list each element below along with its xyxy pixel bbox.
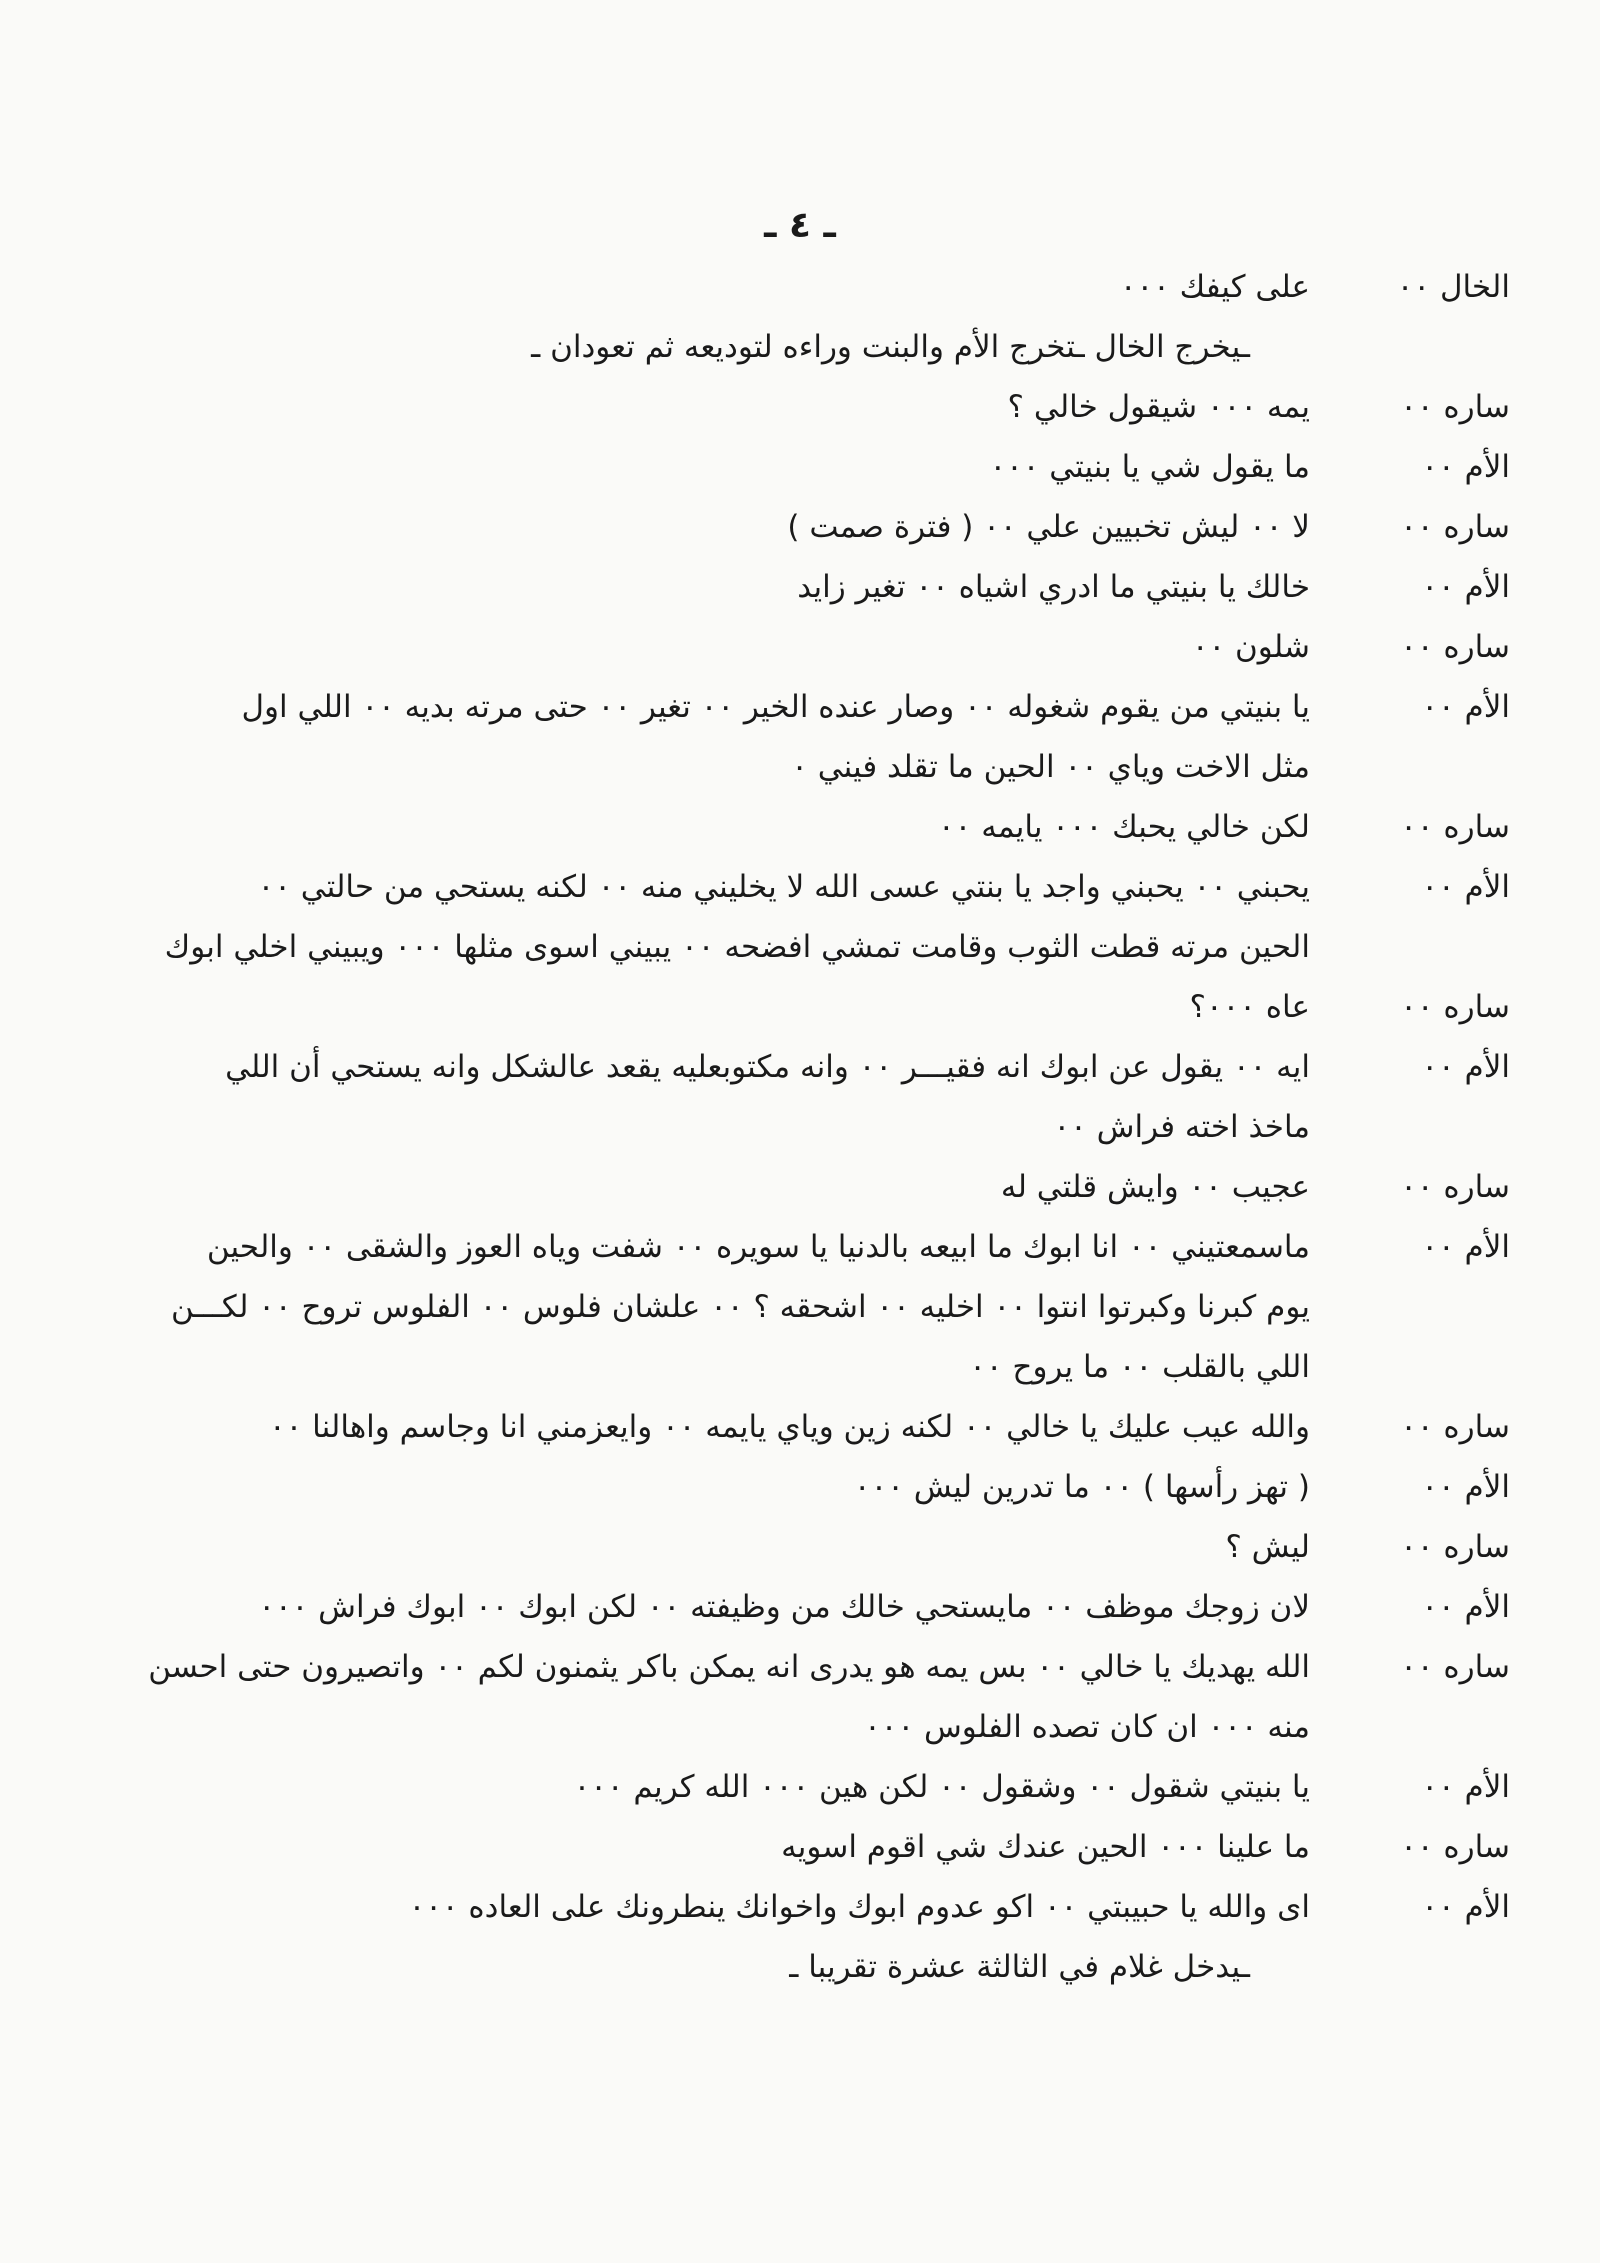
speaker-name: ساره ٠٠ (1400, 509, 1510, 545)
dialogue-text-line: عجيب ٠٠ وايش قلتي له (1000, 1169, 1310, 1205)
dialogue-text-line: عاه ٠٠٠؟ (1189, 989, 1310, 1025)
dialogue-text-line: يحبني ٠٠ يحبني واجد يا بنتي عسى الله لا يخليني منه ٠٠ لكنه يستحي من حالتي ٠٠ (257, 869, 1310, 905)
dialogue-line (70, 1042, 1510, 1152)
dialogue-text-line: ما يقول شي يا بنيتي ٠٠٠ (989, 449, 1310, 485)
dialogue-text (70, 442, 1310, 492)
speaker-name: ساره ٠٠ (1400, 1529, 1510, 1565)
dialogue-line (70, 1642, 1510, 1752)
dialogue-text (70, 262, 1310, 312)
speaker-name: ساره ٠٠ (1400, 1169, 1510, 1205)
dialogue-line (70, 682, 1510, 792)
speaker-name: الخال ٠٠ (1396, 269, 1510, 305)
dialogue-text-line: لان زوجك موظف ٠٠ مايستحي خالك من وظيفته ٠٠ لكن ابوك ٠٠ ابوك فراش ٠٠٠ (258, 1589, 1310, 1625)
speaker-name: الأم ٠٠ (1421, 1469, 1510, 1505)
dialogue-text-line: يا بنيتي من يقوم شغوله ٠٠ وصار عنده الخير ٠٠ تغير ٠٠ حتى مرته بديه ٠٠ اللي اول (241, 689, 1310, 725)
dialogue-line (70, 622, 1510, 672)
dialogue-line (70, 862, 1510, 972)
dialogue-line (70, 442, 1510, 492)
dialogue-line (70, 1462, 1510, 1512)
dialogue-text-line: ماسمعتيني ٠٠ انا ابوك ما ابيعه بالدنيا يا سويره ٠٠ شفت وياه العوز والشقى ٠٠ والحين (206, 1229, 1310, 1265)
dialogue-line (70, 1402, 1510, 1452)
speaker-name: ساره ٠٠ (1400, 629, 1510, 665)
speaker-name: الأم ٠٠ (1421, 449, 1510, 485)
dialogue-text-line: ( تهز رأسها ) ٠٠ ما تدرين ليش ٠٠٠ (853, 1469, 1310, 1505)
speaker-name: الأم ٠٠ (1421, 869, 1510, 905)
dialogue-text-line: والله عيب عليك يا خالي ٠٠ لكنه زين وياي يايمه ٠٠ وايعزمني انا وجاسم واهالنا ٠٠ (268, 1409, 1310, 1445)
dialogue-text-line: شلون ٠٠ (1191, 629, 1310, 665)
dialogue-text-line: على كيفك ٠٠٠ (1119, 269, 1310, 305)
dialogue-line (70, 262, 1510, 312)
dialogue-text (70, 1882, 1310, 1932)
dialogue-text-line: الله يهديك يا خالي ٠٠ بس يمه هو يدرى انه يمكن باكر يثمنون لكم ٠٠ واتصيرون حتى احسن (148, 1649, 1310, 1685)
speaker-name: ساره ٠٠ (1400, 1829, 1510, 1865)
dialogue-text (70, 1642, 1310, 1752)
dialogue-line (70, 1762, 1510, 1812)
dialogue-text-line: اللي بالقلب ٠٠ ما يروح ٠٠ (969, 1349, 1310, 1385)
dialogue-text (70, 1222, 1310, 1392)
dialogue-text (70, 1462, 1310, 1512)
speaker-name: ساره ٠٠ (1400, 809, 1510, 845)
speaker-name: ساره ٠٠ (1400, 389, 1510, 425)
dialogue-text (70, 1042, 1310, 1152)
dialogue-text-line: مثل الاخت وياي ٠٠ الحين ما تقلد فيني ٠ (791, 749, 1310, 785)
dialogue-text-line: يا بنيتي شقول ٠٠ وشقول ٠٠ لكن هين ٠٠٠ الله كريم ٠٠٠ (573, 1769, 1310, 1805)
dialogue-text-line: ماخذ اخته فراش ٠٠ (1053, 1109, 1310, 1145)
dialogue-line (70, 1882, 1510, 1932)
dialogue-text-line: ايه ٠٠ يقول عن ابوك انه فقيـــر ٠٠ وانه مكتوبعليه يقعد عالشكل وانه يستحي أن اللي (225, 1049, 1310, 1085)
dialogue-line (70, 1222, 1510, 1392)
speaker-name: الأم ٠٠ (1421, 1769, 1510, 1805)
dialogue-text (70, 622, 1310, 672)
dialogue-line (70, 1582, 1510, 1632)
dialogue-text (70, 502, 1310, 552)
dialogue-text (70, 1582, 1310, 1632)
speaker-name: الأم ٠٠ (1421, 569, 1510, 605)
stage-direction: ـيخرج الخال ـتخرج الأم والبنت وراءه لتوديعه ثم تعودان ـ (531, 329, 1250, 365)
dialogue-text-line: منه ٠٠٠ ان كان تصده الفلوس ٠٠٠ (864, 1709, 1310, 1745)
dialogue-text-line: لا ٠٠ ليش تخبيين علي ٠٠ ( فترة صمت ) (787, 509, 1310, 545)
dialogue-text-line: ما علينا ٠٠٠ الحين عندك شي اقوم اسويه (781, 1829, 1310, 1865)
dialogue-line (70, 802, 1510, 852)
dialogue-text (70, 1402, 1310, 1452)
speaker-name: الأم ٠٠ (1421, 1589, 1510, 1625)
dialogue-line (70, 1162, 1510, 1212)
dialogue-line (70, 382, 1510, 432)
dialogue-text (70, 562, 1310, 612)
script-body (70, 262, 1510, 2002)
dialogue-line (70, 502, 1510, 552)
dialogue-text-line: الحين مرته قطت الثوب وقامت تمشي افضحه ٠٠ يبيني اسوى مثلها ٠٠٠ ويبيني اخلي ابوك (164, 929, 1310, 965)
speaker-name: ساره ٠٠ (1400, 1649, 1510, 1685)
dialogue-line (70, 562, 1510, 612)
dialogue-text (70, 802, 1310, 852)
dialogue-text (70, 1522, 1310, 1572)
dialogue-text-line: ليش ؟ (1225, 1529, 1310, 1565)
speaker-name: الأم ٠٠ (1421, 1049, 1510, 1085)
stage-direction: ـيدخل غلام في الثالثة عشرة تقريبا ـ (789, 1949, 1250, 1985)
dialogue-line (70, 1822, 1510, 1872)
speaker-name: ساره ٠٠ (1400, 989, 1510, 1025)
dialogue-text (70, 982, 1310, 1032)
dialogue-text (70, 682, 1310, 792)
dialogue-text (70, 862, 1310, 972)
dialogue-text-line: اى والله يا حبيبتي ٠٠ اكو عدوم ابوك واخوانك ينطرونك على العاده ٠٠٠ (408, 1889, 1310, 1925)
dialogue-text-line: يمه ٠٠٠ شيقول خالي ؟ (1007, 389, 1310, 425)
speaker-name: الأم ٠٠ (1421, 689, 1510, 725)
dialogue-text-line: خالك يا بنيتي ما ادري اشياه ٠٠ تغير زايد (797, 569, 1310, 605)
dialogue-text-line: لكن خالي يحبك ٠٠٠ يايمه ٠٠ (938, 809, 1310, 845)
dialogue-line (70, 1522, 1510, 1572)
dialogue-text (70, 382, 1310, 432)
dialogue-text (70, 1762, 1310, 1812)
speaker-name: ساره ٠٠ (1400, 1409, 1510, 1445)
dialogue-text (70, 1162, 1310, 1212)
dialogue-text-line: يوم كبرنا وكبرتوا انتوا ٠٠ اخليه ٠٠ اشحقه ؟ ٠٠ علشان فلوس ٠٠ الفلوس تروح ٠٠ لكـــن (171, 1289, 1310, 1325)
speaker-name: الأم ٠٠ (1421, 1889, 1510, 1925)
dialogue-line (70, 982, 1510, 1032)
dialogue-text (70, 1822, 1310, 1872)
speaker-name: الأم ٠٠ (1421, 1229, 1510, 1265)
page-number: ـ ٤ ـ (764, 205, 836, 246)
